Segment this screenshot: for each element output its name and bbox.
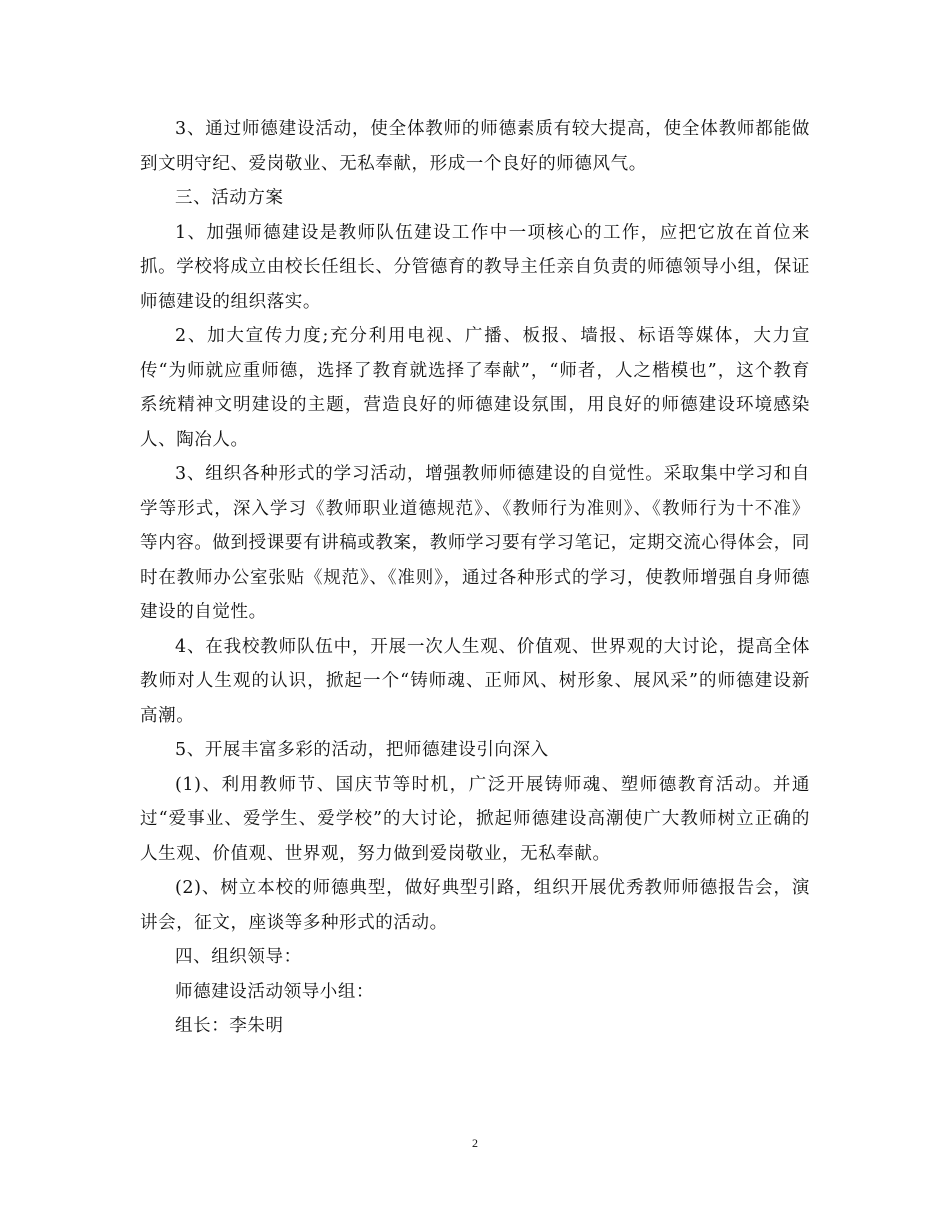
paragraph-plan-4: 4、在我校教师队伍中，开展一次人生观、价值观、世界观的大讨论，提高全体教师对人生观的认识，掀起一个“铸师魂、正师风、树形象、展风采”的师德建设新高潮。 bbox=[140, 636, 810, 726]
paragraph-group-leader: 组长：李朱明 bbox=[175, 1016, 284, 1036]
paragraph-leadership-group: 师德建设活动领导小组： bbox=[175, 981, 375, 1002]
page-number: 2 bbox=[472, 1136, 478, 1150]
paragraph-plan-5-item-1: (1)、利用教师节、国庆节等时机，广泛开展铸师魂、塑师德教育活动。并通过“爱事业、爱学生、爱学校”的大讨论，掀起师德建设高潮使广大教师树立正确的人生观、价值观、世界观，努力做到爱岗敬业，无私奉献。 bbox=[140, 774, 810, 864]
paragraph-plan-5: 5、开展丰富多彩的活动，把师德建设引向深入 bbox=[175, 740, 549, 760]
paragraph-plan-1: 1、加强师德建设是教师队伍建设工作中一项核心的工作，应把它放在首位来抓。学校将成立由校长任组长、分管德育的教导主任亲自负责的师德领导小组，保证师德建设的组织落实。 bbox=[140, 222, 810, 312]
section-heading-organization: 四、组织领导： bbox=[175, 947, 302, 967]
paragraph-goal-3: 3、通过师德建设活动，使全体教师的师德素质有较大提高，使全体教师都能做到文明守纪、爱岗敬业、无私奉献，形成一个良好的师德风气。 bbox=[140, 119, 810, 174]
paragraph-plan-3: 3、组织各种形式的学习活动，增强教师师德建设的自觉性。采取集中学习和自学等形式，深入学习《教师职业道德规范》、《教师行为准则》、《教师行为十不准》等内容。做到授课要有讲稿或教案，教师学习要有学习笔记，定期交流心得体会，同时在教师办公室张贴《规范》、《准则》，通过各种形式的学习，使教师增强自身师德建设的自觉性。 bbox=[140, 464, 810, 622]
paragraph-plan-2: 2、加大宣传力度;充分利用电视、广播、板报、墙报、标语等媒体，大力宣传“为师就应重师德，选择了教育就选择了奉献”，“师者，人之楷模也”，这个教育系统精神文明建设的主题，营造良好的师德建设氛围，用良好的师德建设环境感染人、陶冶人。 bbox=[140, 326, 810, 450]
section-heading-activity-plan: 三、活动方案 bbox=[175, 188, 284, 208]
document-body bbox=[140, 112, 810, 1044]
paragraph-plan-5-item-2: (2)、树立本校的师德典型，做好典型引路，组织开展优秀教师师德报告会，演讲会，征文，座谈等多种形式的活动。 bbox=[140, 878, 810, 933]
